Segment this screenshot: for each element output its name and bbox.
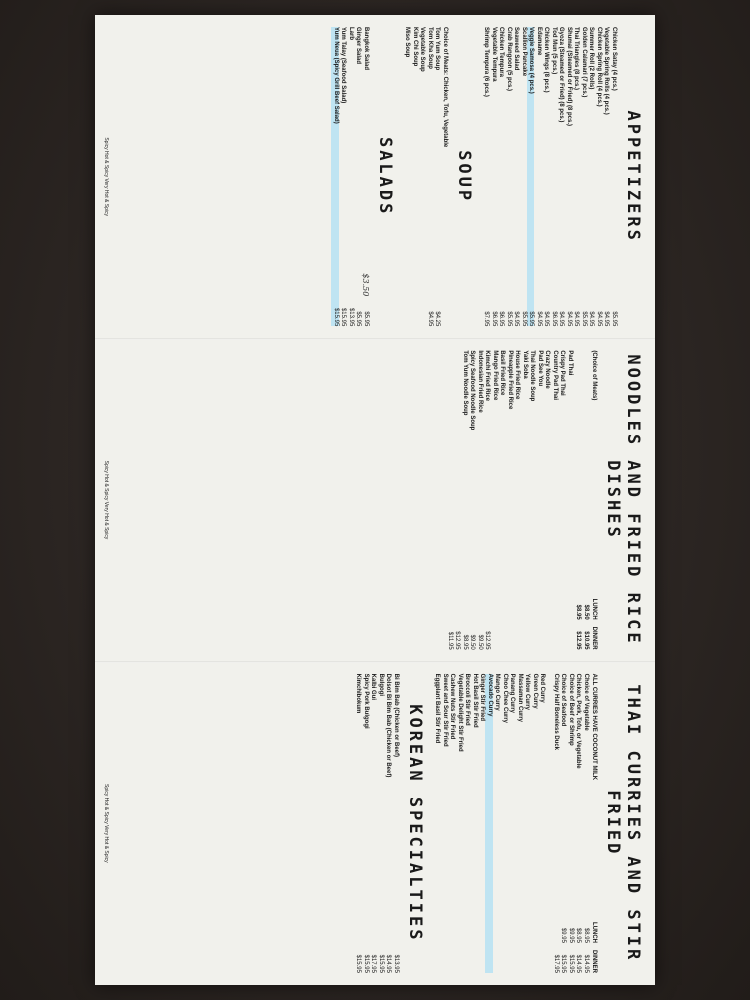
menu-item-name: Shumai (Steamed or Fried) (8 pcs.): [566, 27, 572, 127]
menu-item-price: [521, 620, 529, 650]
menu-item: [523, 674, 531, 973]
menu-item-price: $5.95: [363, 311, 369, 327]
menu-item-price: [441, 296, 449, 326]
menu-item-name: Pad Thai: [567, 350, 573, 376]
menu-item: [513, 350, 521, 649]
menu-item: [572, 27, 580, 326]
menu-item-price: $12.95: [484, 631, 491, 650]
menu-item: [483, 350, 491, 649]
menu-item-price: [491, 620, 499, 650]
menu-item-name: Avocado Curry: [487, 673, 493, 717]
curry-choice-row: [574, 674, 582, 973]
menu-item: [505, 27, 513, 326]
menu-item-name: Vegetable Spring Rolls (4 pcs.): [603, 27, 610, 115]
menu-item-price: [418, 296, 426, 326]
curries-column-header: [591, 674, 597, 973]
menu-item: [456, 674, 464, 973]
menu-item-price: $5.95: [528, 311, 535, 327]
menu-item-price: $4.95: [427, 311, 433, 327]
menu-item: [461, 350, 469, 649]
menu-item-price: $5.95: [506, 311, 512, 327]
menu-item-name: Crab Rangoon (5 pcs.): [506, 27, 512, 92]
spice-legend: Spicy Hot & Spicy Very Hot & Spicy: [103, 137, 109, 216]
salads-title: SALADS: [375, 136, 395, 217]
menu-item: [521, 350, 529, 649]
curries-title: THAI CURRIES AND STIR FRIED: [603, 684, 643, 963]
menu-item: [339, 27, 347, 326]
curry-choice-lunch: [552, 913, 560, 943]
menu-item: [448, 674, 456, 973]
spice-legend: Spicy Hot & Spicy Very Hot & Spicy: [103, 460, 109, 540]
menu-item: [501, 674, 509, 973]
menu-item: [491, 350, 499, 649]
extra-price: [453, 350, 461, 649]
noodles-list: [446, 350, 574, 649]
menu-item-name: Gyoza (Steamed or Fried) (8 pcs.): [558, 27, 565, 123]
menu-item: [463, 674, 471, 973]
menu-item: [441, 674, 449, 973]
menu-item-name: House Fried Rice: [514, 350, 521, 400]
menu-item-name: Veggie Samosa (4 pcs.): [528, 27, 535, 94]
menu-item: [493, 674, 501, 973]
menu-item-name: Mango Fried Rice: [492, 350, 498, 401]
menu-item: [498, 350, 506, 649]
soup-title: SOUP: [454, 150, 474, 204]
menu-item: [471, 674, 479, 973]
menu-item: [478, 674, 486, 973]
menu-item-price: [498, 620, 506, 650]
curry-choice-row: [552, 674, 560, 973]
menu-item: [476, 350, 484, 649]
menu-item: [497, 27, 505, 326]
menu-item-name: Thai Noodle Soup: [529, 350, 536, 402]
menu-item-name: Kimchibokum: [355, 673, 362, 714]
menu-item: [411, 27, 419, 326]
menu-item: [403, 27, 411, 326]
salads-list: [332, 27, 370, 326]
menu-item: [543, 350, 551, 649]
menu-item: [482, 27, 490, 326]
menu-item-price: $9.50: [477, 634, 483, 650]
curry-choice-name: Choice of Seafood: [560, 673, 567, 727]
menu-item-name: Bi Bim Bab (Chicken or Beef): [393, 673, 399, 758]
curry-choice-name: Crispy Half Boneless Duck: [553, 673, 559, 751]
menu-item-name: Seaweed Salad: [513, 27, 520, 71]
menu-item-price: $5.95: [355, 311, 362, 327]
curry-choice-dinner: $14.95: [583, 954, 589, 973]
panel-curries: [95, 662, 655, 985]
menu-item-name: Chicken Tempura: [498, 27, 505, 77]
menu-item: [536, 350, 544, 649]
menu-item-name: Summer Roll (2 Rolls): [588, 27, 595, 90]
menu-item-price: [411, 296, 419, 326]
menu-item: [426, 27, 434, 326]
panel-noodles: [95, 338, 655, 661]
menu-item-name: Indonesian Fried Rice: [477, 350, 483, 413]
menu-item-price: $5.95: [611, 311, 617, 327]
menu-item-name: Ginger Stir Fried: [479, 673, 486, 721]
appetizers-title: APPETIZERS: [623, 110, 643, 243]
menu-item: [516, 674, 524, 973]
curry-choice-dinner: $15.95: [568, 954, 574, 973]
menu-item-name: Eggplant Basil Stir Fried: [434, 673, 441, 744]
appetizers-list: [482, 27, 617, 326]
handwritten-price: $3.50: [361, 273, 370, 297]
menu-item: [550, 27, 558, 326]
menu-item: [347, 27, 355, 326]
curry-choice-lunch: $8.95: [575, 927, 582, 943]
menu-item: [441, 27, 449, 326]
menu-item-name: Panang Curry: [509, 673, 516, 713]
menu-item-name: Chicken Satay (4 pcs.): [611, 27, 617, 91]
menu-item-price: $4.95: [588, 311, 595, 327]
curries-dinner-header: DINNER: [591, 949, 597, 973]
menu-item-name: Pad See You: [537, 350, 543, 387]
menu-item-price: $6.95: [498, 311, 505, 327]
menu-item-name: Country Pad Thai: [552, 350, 558, 400]
menu-item-name: Vegetable Soup: [419, 27, 426, 72]
menu-item-name: Broccoli Stir Fried: [464, 673, 471, 726]
menu-item-name: Spicy Pork Bulgogi: [363, 673, 369, 729]
menu-item-name: Bulgogi: [378, 673, 384, 696]
menu-item: [535, 27, 543, 326]
menu-item-name: Cashew Nuts Stir Fried: [449, 673, 456, 740]
menu-item-name: Tom Yum Soup: [434, 27, 441, 71]
menu-item-price: $17.95: [370, 954, 377, 973]
menu-item: [551, 350, 559, 649]
menu-item-name: Spicy Seafood Noodle Soup: [469, 350, 476, 431]
menu-item: [384, 674, 392, 973]
menu-item: [580, 27, 588, 326]
curry-choice-name: Choice of Beef or Shrimp: [568, 673, 574, 746]
curry-choice-lunch: $9.95: [568, 927, 574, 943]
menu-item-name: Yellow Curry: [524, 673, 531, 711]
curry-choice-row: [582, 674, 590, 973]
menu-item-price: $4.95: [558, 311, 565, 327]
menu-item-price: [551, 620, 559, 650]
menu-item: [468, 350, 476, 649]
menu-item-name: Green Curry: [532, 673, 538, 709]
menu-item-price: $4.25: [434, 311, 441, 327]
noodles-lunch-price: $8.50: [583, 604, 589, 620]
menu-item: [362, 674, 370, 973]
menu-item-name: Bangkok Salad: [363, 27, 369, 71]
menu-paper: [95, 15, 655, 985]
curry-choice-name: Choice of Vegetable: [583, 673, 589, 731]
menu-item-name: Kalbi Gui: [370, 673, 377, 700]
menu-item: [542, 27, 550, 326]
menu-item-price: $15.95: [340, 307, 347, 327]
curry-choice-name: Chicken, Pork, Tofu, or Vegetable: [575, 673, 582, 769]
menu-item: [433, 674, 441, 973]
curry-choice-dinner: $14.95: [575, 954, 582, 973]
menu-item-name: Basil Fried Rice: [499, 350, 506, 396]
menu-item: [392, 674, 400, 973]
menu-item: [557, 27, 565, 326]
menu-item-price: $14.95: [385, 954, 392, 973]
menu-item-name: Scallion Pancake: [521, 27, 527, 77]
menu-item-name: Golden Calamari (7 pcs.): [581, 27, 587, 98]
menu-item-price: [536, 620, 544, 650]
menu-item-price: $6.95: [491, 311, 497, 327]
noodles-lunch-price-2: $8.95: [575, 604, 581, 620]
menu-item-price: $15.95: [355, 954, 362, 973]
menu-item-name: Chicken Wings (8 pcs.): [543, 27, 550, 93]
curry-choice-dinner: $17.95: [553, 954, 559, 973]
curry-choice-row: [567, 674, 575, 973]
menu-item-name: Edamame: [536, 27, 542, 56]
dinner-header: DINNER: [591, 626, 597, 650]
menu-item: [610, 27, 618, 326]
menu-item-price: [543, 620, 551, 650]
menu-item: [527, 27, 535, 326]
menu-item-price: $4.95: [513, 311, 520, 327]
menu-item: [433, 27, 441, 326]
menu-item-name: Vegetable Tempura: [491, 27, 497, 82]
menu-item: [595, 27, 603, 326]
menu-item: [528, 350, 536, 649]
menu-item-name: Ginger Salad: [355, 27, 362, 65]
menu-item-price: [513, 620, 521, 650]
menu-item-name: Shrimp Tempura (6 pcs.): [483, 27, 490, 97]
menu-item-name: Kimchi Fried Rice: [484, 350, 491, 402]
soup-list: [403, 27, 448, 326]
menu-item-name: Yum Talay (Seafood Salad): [340, 27, 347, 104]
korean-title: KOREAN SPECIALTIES: [405, 704, 425, 943]
noodles-dinner-price: $10.95: [583, 631, 589, 650]
menu-item: [354, 674, 362, 973]
menu-item: [520, 27, 528, 326]
menu-item-name: Dolsot Bi Bim Bab (Chicken or Beef): [385, 673, 392, 778]
menu-item-price: [558, 620, 566, 650]
noodles-column-header: [591, 350, 597, 649]
menu-item-price: $8.95: [462, 634, 468, 650]
menu-item-price: $4.95: [603, 311, 610, 327]
menu-item-name: Choice of Meats: Chicken, Tofu, Vegetable: [442, 27, 448, 148]
menu-item: [377, 674, 385, 973]
extra-price: [446, 350, 454, 649]
menu-item-name: Yum Neua (Spicy Grill Beef Salad): [333, 27, 339, 124]
menu-item-name: Larb: [348, 27, 354, 41]
menu-item-name: Tom Kha Soup: [427, 27, 433, 69]
menu-item-price: $15.95: [363, 954, 369, 973]
menu-item-price: $5.95: [521, 311, 527, 327]
curry-choice-lunch: $8.95: [583, 927, 589, 943]
menu-item: [354, 27, 362, 326]
noodles-choice-label: (Choice of Meats): [591, 350, 597, 401]
spice-legend: Spicy Hot & Spicy Very Hot & Spicy: [103, 784, 109, 863]
curry-choice-lunch: $9.95: [560, 927, 567, 943]
menu-item-name: Chicken Spring Roll (4 pcs.): [596, 27, 602, 107]
menu-item-price: $4.95: [536, 311, 542, 327]
menu-item: [565, 27, 573, 326]
menu-item: [531, 674, 539, 973]
korean-list: [354, 674, 399, 973]
curries-note: ALL CURRIES HAVE COCONUT MILK: [591, 673, 597, 781]
extra-price-value: $12.95: [454, 631, 461, 650]
menu-item-price: $4.95: [596, 311, 602, 327]
menu-item-name: Sweet and Sour Stir Fried: [442, 673, 448, 747]
menu-item: [566, 350, 574, 649]
menu-item-name: Crispy Pad Thai: [559, 350, 566, 396]
menu-item-name: Hot Basil Stir Fried: [472, 673, 478, 728]
menu-item-name: Tod Mun (5 pcs.): [551, 27, 557, 75]
curries-lunch-header: LUNCH: [591, 921, 597, 943]
menu-item: [332, 27, 340, 326]
menu-item-price: $15.95: [378, 954, 384, 973]
menu-item: [512, 27, 520, 326]
menu-item: [506, 350, 514, 649]
curry-choice-dinner: $15.95: [560, 954, 567, 973]
menu-item-price: $9.50: [469, 634, 476, 650]
curries-list: [433, 674, 546, 973]
menu-item-price: $5.95: [581, 311, 587, 327]
menu-item-name: Crazy Noodle: [544, 350, 551, 389]
menu-item-price: $4.95: [543, 311, 550, 327]
menu-item-price: [506, 620, 514, 650]
menu-item-name: Yaki Soba: [522, 350, 528, 379]
menu-item: [490, 27, 498, 326]
menu-item-price: $4.95: [573, 311, 580, 327]
noodles-price-row-2: [575, 350, 581, 649]
menu-item: [587, 27, 595, 326]
menu-item-price: $4.95: [566, 311, 572, 327]
curries-choice-list: [552, 674, 590, 973]
menu-item: [486, 674, 494, 973]
menu-item-price: $13.95: [393, 954, 399, 973]
menu-item-name: Miso Soup: [404, 27, 411, 58]
menu-item: [418, 27, 426, 326]
menu-item-price: [528, 620, 536, 650]
menu-item-name: Pineapple Fried Rice: [507, 350, 513, 410]
menu-item-name: Kim Chi Soup: [412, 27, 418, 67]
menu-item-name: Red Curry: [539, 673, 546, 703]
menu-item: [538, 674, 546, 973]
extra-price-value: $11.95: [447, 631, 453, 650]
panel-appetizers: [95, 15, 655, 338]
menu-item-name: Mango Curry: [494, 673, 501, 711]
menu-item-price: $7.95: [483, 311, 490, 327]
menu-item: [558, 350, 566, 649]
noodles-dinner-price-2: $12.95: [575, 631, 581, 650]
menu-item-price: $6.95: [551, 311, 557, 327]
curry-choice-row: [559, 674, 567, 973]
menu-item-name: Thai Triangles (8 pcs.): [573, 27, 580, 91]
menu-item: [508, 674, 516, 973]
menu-item-name: Vegetable Delight Stir Fried: [457, 673, 463, 752]
noodles-price-row: [583, 350, 589, 649]
menu-item-name: Choo Chee Curry: [502, 673, 508, 723]
menu-item: [369, 674, 377, 973]
menu-item-name: Tom Yum Noodle Soup: [462, 350, 468, 416]
menu-item-price: $13.95: [348, 307, 354, 327]
noodles-title: NOODLES AND FRIED RICE DISHES: [603, 354, 643, 646]
menu-item-price: [403, 296, 411, 326]
menu-item: [362, 27, 370, 326]
menu-item-price: $15.95: [333, 307, 339, 327]
menu-item-price: [566, 620, 574, 650]
lunch-header: LUNCH: [591, 598, 597, 620]
menu-item: [602, 27, 610, 326]
menu-item-name: Massaman Curry: [517, 673, 523, 723]
